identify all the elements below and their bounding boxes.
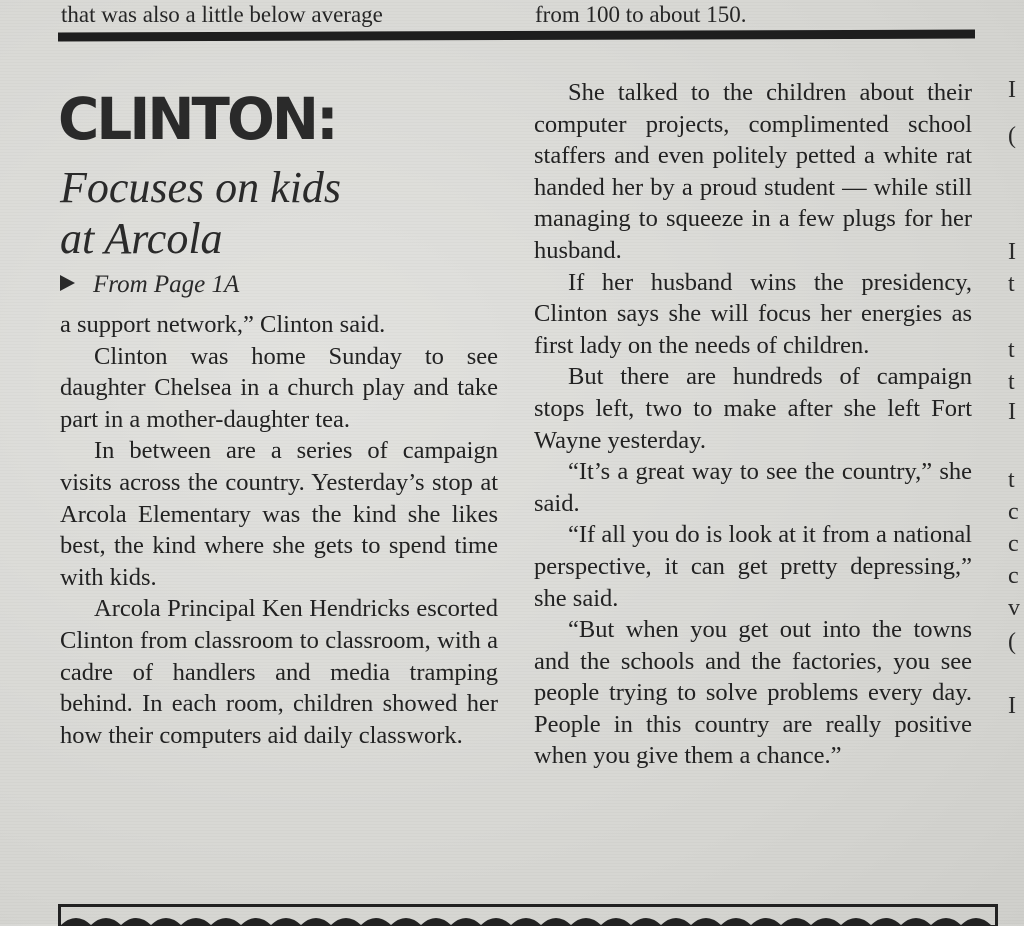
- paragraph: She talked to the children about their computer projects, complimented school staffers and even politely petted a white rat handed her by a proud student — while still managing to squeeze in a few plugs for her husband.: [534, 79, 972, 264]
- paragraph: Clinton was home Sunday to see daughter Chelsea in a church play and take part in a mother-daughter tea.: [60, 342, 498, 433]
- previous-story-right-line: from 100 to about 150.: [535, 2, 747, 27]
- paragraph: But there are hundreds of campaign stops left, two to make after she left Fort Wayne yesterday.: [534, 363, 972, 454]
- triangle-arrow-icon: [60, 275, 75, 291]
- article-column-left: [60, 309, 498, 751]
- article-column-right: [534, 77, 972, 772]
- paragraph: a support network,” Clinton said.: [60, 311, 386, 338]
- section-rule: [58, 30, 975, 42]
- edge-fragment: c: [1008, 499, 1019, 525]
- paragraph: “But when you get out into the towns and the schools and the factories, you see people trying to solve problems every day. People in this country are really positive when you give them a chance.”: [534, 616, 972, 770]
- paragraph: Arcola Principal Ken Hendricks escorted Clinton from classroom to classroom, with a cadre of handlers and media tramping behind. In each room, children showed her how their computers aid daily classwork.: [60, 595, 498, 749]
- paragraph: In between are a series of campaign visits across the country. Yesterday’s stop at Arcola Elementary was the kind she likes best, the kind where she gets to spend time with kids.: [60, 437, 498, 591]
- edge-fragment: (: [1008, 123, 1016, 149]
- headline-deck-line2: at Arcola: [60, 214, 223, 263]
- edge-fragment: (: [1008, 629, 1016, 655]
- edge-fragment: t: [1008, 467, 1015, 493]
- previous-story-left-line: that was also a little below average: [61, 2, 383, 27]
- paragraph: “If all you do is look at it from a national perspective, it can get pretty depressing,” she said.: [534, 521, 972, 612]
- jump-line: [60, 270, 239, 300]
- edge-fragment: t: [1008, 369, 1015, 395]
- edge-fragment: v: [1008, 595, 1020, 621]
- decorative-scallop-border: [58, 904, 998, 926]
- edge-fragment: t: [1008, 271, 1015, 297]
- paragraph: “It’s a great way to see the country,” she said.: [534, 458, 972, 517]
- headline-deck: [60, 162, 341, 264]
- edge-fragment: I: [1008, 399, 1016, 425]
- edge-fragment: I: [1008, 239, 1016, 265]
- edge-fragment: c: [1008, 563, 1019, 589]
- headline-deck-line1: Focuses on kids: [60, 163, 342, 212]
- edge-fragment: t: [1008, 337, 1015, 363]
- jump-line-text: From Page 1A: [93, 271, 240, 298]
- edge-fragment: I: [1008, 77, 1016, 103]
- edge-fragment: I: [1008, 693, 1016, 719]
- edge-fragment: c: [1008, 531, 1019, 557]
- paragraph: If her husband wins the presidency, Clinton says she will focus her energies as first lady on the needs of children.: [534, 268, 972, 359]
- headline-kicker: CLINTON:: [58, 85, 336, 153]
